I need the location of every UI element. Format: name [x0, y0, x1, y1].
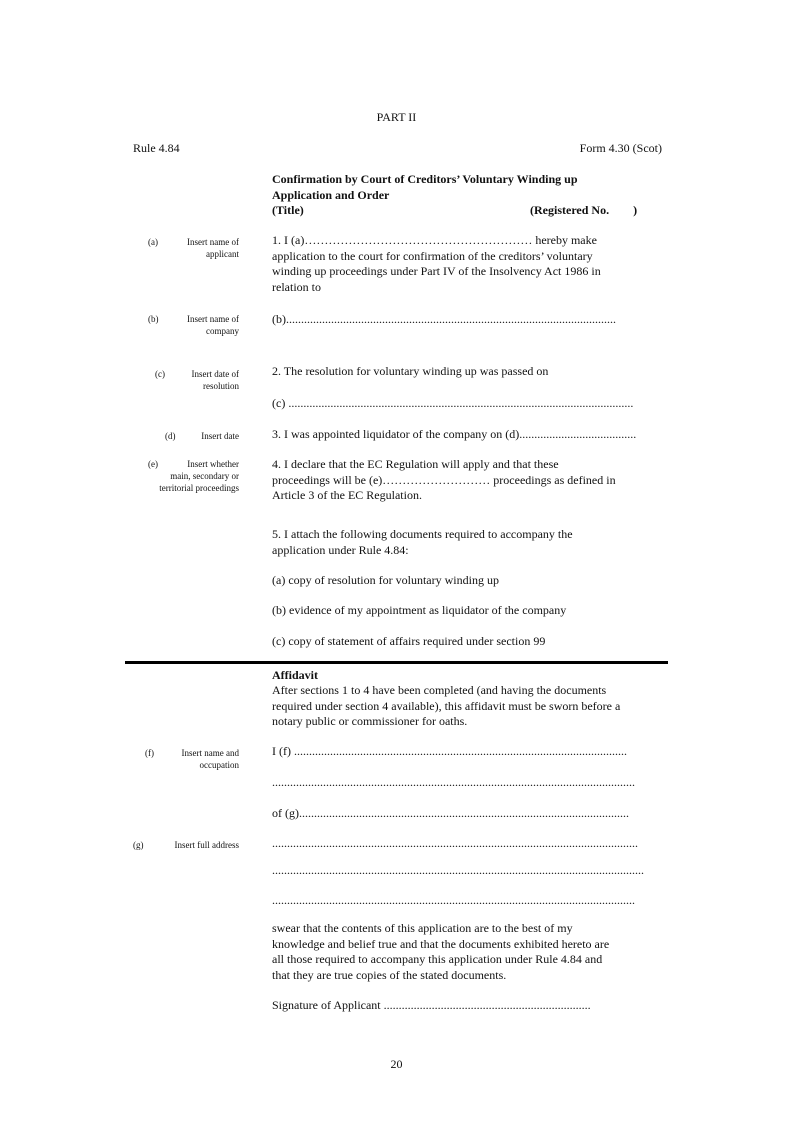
section-divider: [125, 661, 668, 664]
note-e: Insert whether main, secondary or territorial proceedings: [159, 459, 239, 493]
document-list-item-b: (b) evidence of my appointment as liquidator of the company: [272, 603, 567, 617]
note-d: Insert date: [201, 431, 239, 441]
note-c-letter: (c): [155, 369, 165, 379]
note-a: Insert name of applicant: [187, 237, 239, 259]
form-title-line-1: Confirmation by Court of Creditors’ Voluntary Winding up: [272, 172, 578, 186]
company-name-line: (b)..............................................................................................................: [272, 312, 616, 326]
note-d-letter: (d): [165, 431, 176, 441]
resolution-date-line: (c) ...................................................................................................................: [272, 396, 634, 410]
note-b-letter: (b): [148, 314, 159, 324]
note-c: Insert date of resolution: [191, 369, 239, 391]
note-a-letter: (a): [148, 237, 158, 247]
deponent-name-line-2: .........................................................................................................................: [272, 775, 635, 789]
paragraph-5: 5. I attach the following documents required to accompany the application under Rule 4.84:: [272, 527, 573, 557]
registered-number-label: (Registered No. ): [530, 203, 638, 217]
rule-reference: Rule 4.84: [133, 141, 180, 155]
affidavit-heading: Affidavit: [272, 668, 318, 682]
document-list-item-c: (c) copy of statement of affairs required under section 99: [272, 634, 546, 648]
paragraph-4: 4. I declare that the EC Regulation will apply and that these proceedings will be (e)……………………… proceedings as defined in Article 3 of the EC Regulation.: [272, 457, 616, 502]
applicant-signature-line: Signature of Applicant .....................................................................: [272, 998, 591, 1012]
paragraph-2: 2. The resolution for voluntary winding up was passed on: [272, 364, 549, 378]
form-reference: Form 4.30 (Scot): [579, 141, 662, 155]
note-b: Insert name of company: [187, 314, 239, 336]
document-list-item-a: (a) copy of resolution for voluntary winding up: [272, 573, 499, 587]
deponent-name-line: I (f) ...............................................................................................................: [272, 744, 627, 758]
address-line-4: .........................................................................................................................: [272, 893, 635, 907]
note-g-letter: (g): [133, 840, 144, 850]
paragraph-3: 3. I was appointed liquidator of the company on (d).......................................: [272, 427, 637, 441]
affidavit-oath: swear that the contents of this application are to the best of my knowledge and belief true and that the documents exhibited hereto are all those required to accompany this application under Rule 4.84 and that they are true copies of the stated documents.: [272, 921, 610, 982]
affidavit-instructions: After sections 1 to 4 have been completed (and having the documents required under section 4 available), this affidavit must be sworn before a notary public or commissioner for oaths.: [272, 683, 621, 728]
note-g: Insert full address: [174, 840, 239, 850]
note-e-letter: (e): [148, 459, 158, 469]
note-f-letter: (f): [145, 748, 154, 758]
address-line-3: ............................................................................................................................: [272, 863, 644, 877]
note-f: Insert name and occupation: [181, 748, 239, 770]
part-heading: PART II: [376, 110, 417, 124]
address-line-2: ..........................................................................................................................: [272, 836, 638, 850]
page-number: 20: [390, 1057, 403, 1071]
title-label: (Title): [272, 203, 304, 217]
address-line-1: of (g)..............................................................................................................: [272, 806, 629, 820]
paragraph-1: 1. I (a)………………………………………………… hereby make application to the court for confirmation of the creditors’ voluntary winding up proceedings under Part IV of the Insolvency Act 1986 in relation to: [272, 233, 601, 294]
form-title-line-2: Application and Order: [272, 188, 390, 202]
